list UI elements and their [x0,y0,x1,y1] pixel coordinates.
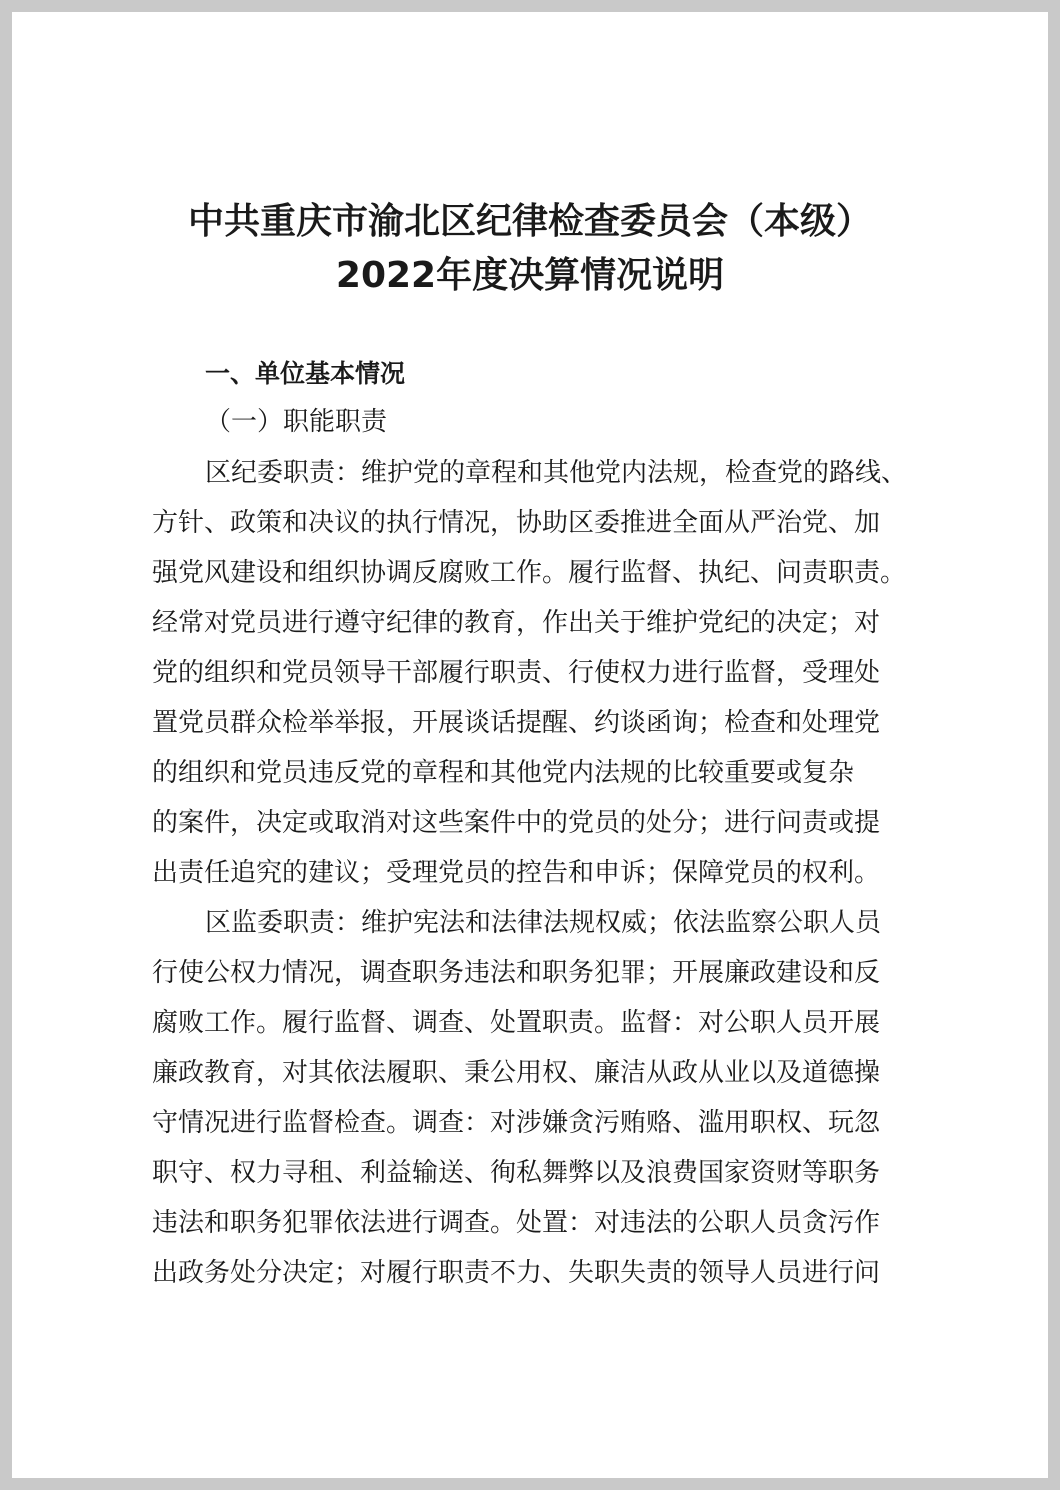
body-text-line: 腐败工作。履行监督、调查、处置职责。监督：对公职人员开展 [152,1008,881,1038]
body-text-line: 廉政教育，对其依法履职、秉公用权、廉洁从政从业以及道德操 [152,1058,881,1088]
body-text-line: 出政务处分决定；对履行职责不力、失职失责的领导人员进行问 [152,1258,881,1288]
body-text-line: 违法和职务犯罪依法进行调查。处置：对违法的公职人员贪污作 [152,1208,881,1238]
subsection-heading: （一）职能职责 [205,407,388,437]
body-text-line: 强党风建设和组织协调反腐败工作。履行监督、执纪、问责职责。 [152,558,907,588]
body-text-line: 区纪委职责：维护党的章程和其他党内法规，检查党的路线、 [205,458,908,488]
body-text-line: 行使公权力情况，调查职务违法和职务犯罪；开展廉政建设和反 [152,958,881,988]
section-heading: 一、单位基本情况 [205,359,406,388]
body-text-line: 守情况进行监督检查。调查：对涉嫌贪污贿赂、滥用职权、玩忽 [152,1108,881,1138]
body-text-line: 的案件，决定或取消对这些案件中的党员的处分；进行问责或提 [152,808,881,838]
document-title-line-2: 2022年度决算情况说明 [335,255,725,296]
body-text-line: 党的组织和党员领导干部履行职责、行使权力进行监督，受理处 [152,658,881,688]
body-text-line: 职守、权力寻租、利益输送、徇私舞弊以及浪费国家资财等职务 [152,1158,881,1188]
body-text-line: 出责任追究的建议；受理党员的控告和申诉；保障党员的权利。 [152,858,881,888]
body-text-line: 区监委职责：维护宪法和法律法规权威；依法监察公职人员 [205,908,882,938]
body-text-line: 置党员群众检举举报，开展谈话提醒、约谈函询；检查和处理党 [152,708,881,738]
body-text-line: 经常对党员进行遵守纪律的教育，作出关于维护党纪的决定；对 [152,608,881,638]
document-title-line-1: 中共重庆市渝北区纪律检查委员会（本级） [187,201,872,242]
body-text-line: 方针、政策和决议的执行情况，协助区委推进全面从严治党、加 [152,508,881,538]
document-page [12,12,1048,1478]
body-text-line: 的组织和党员违反党的章程和其他党内法规的比较重要或复杂 [152,758,855,788]
